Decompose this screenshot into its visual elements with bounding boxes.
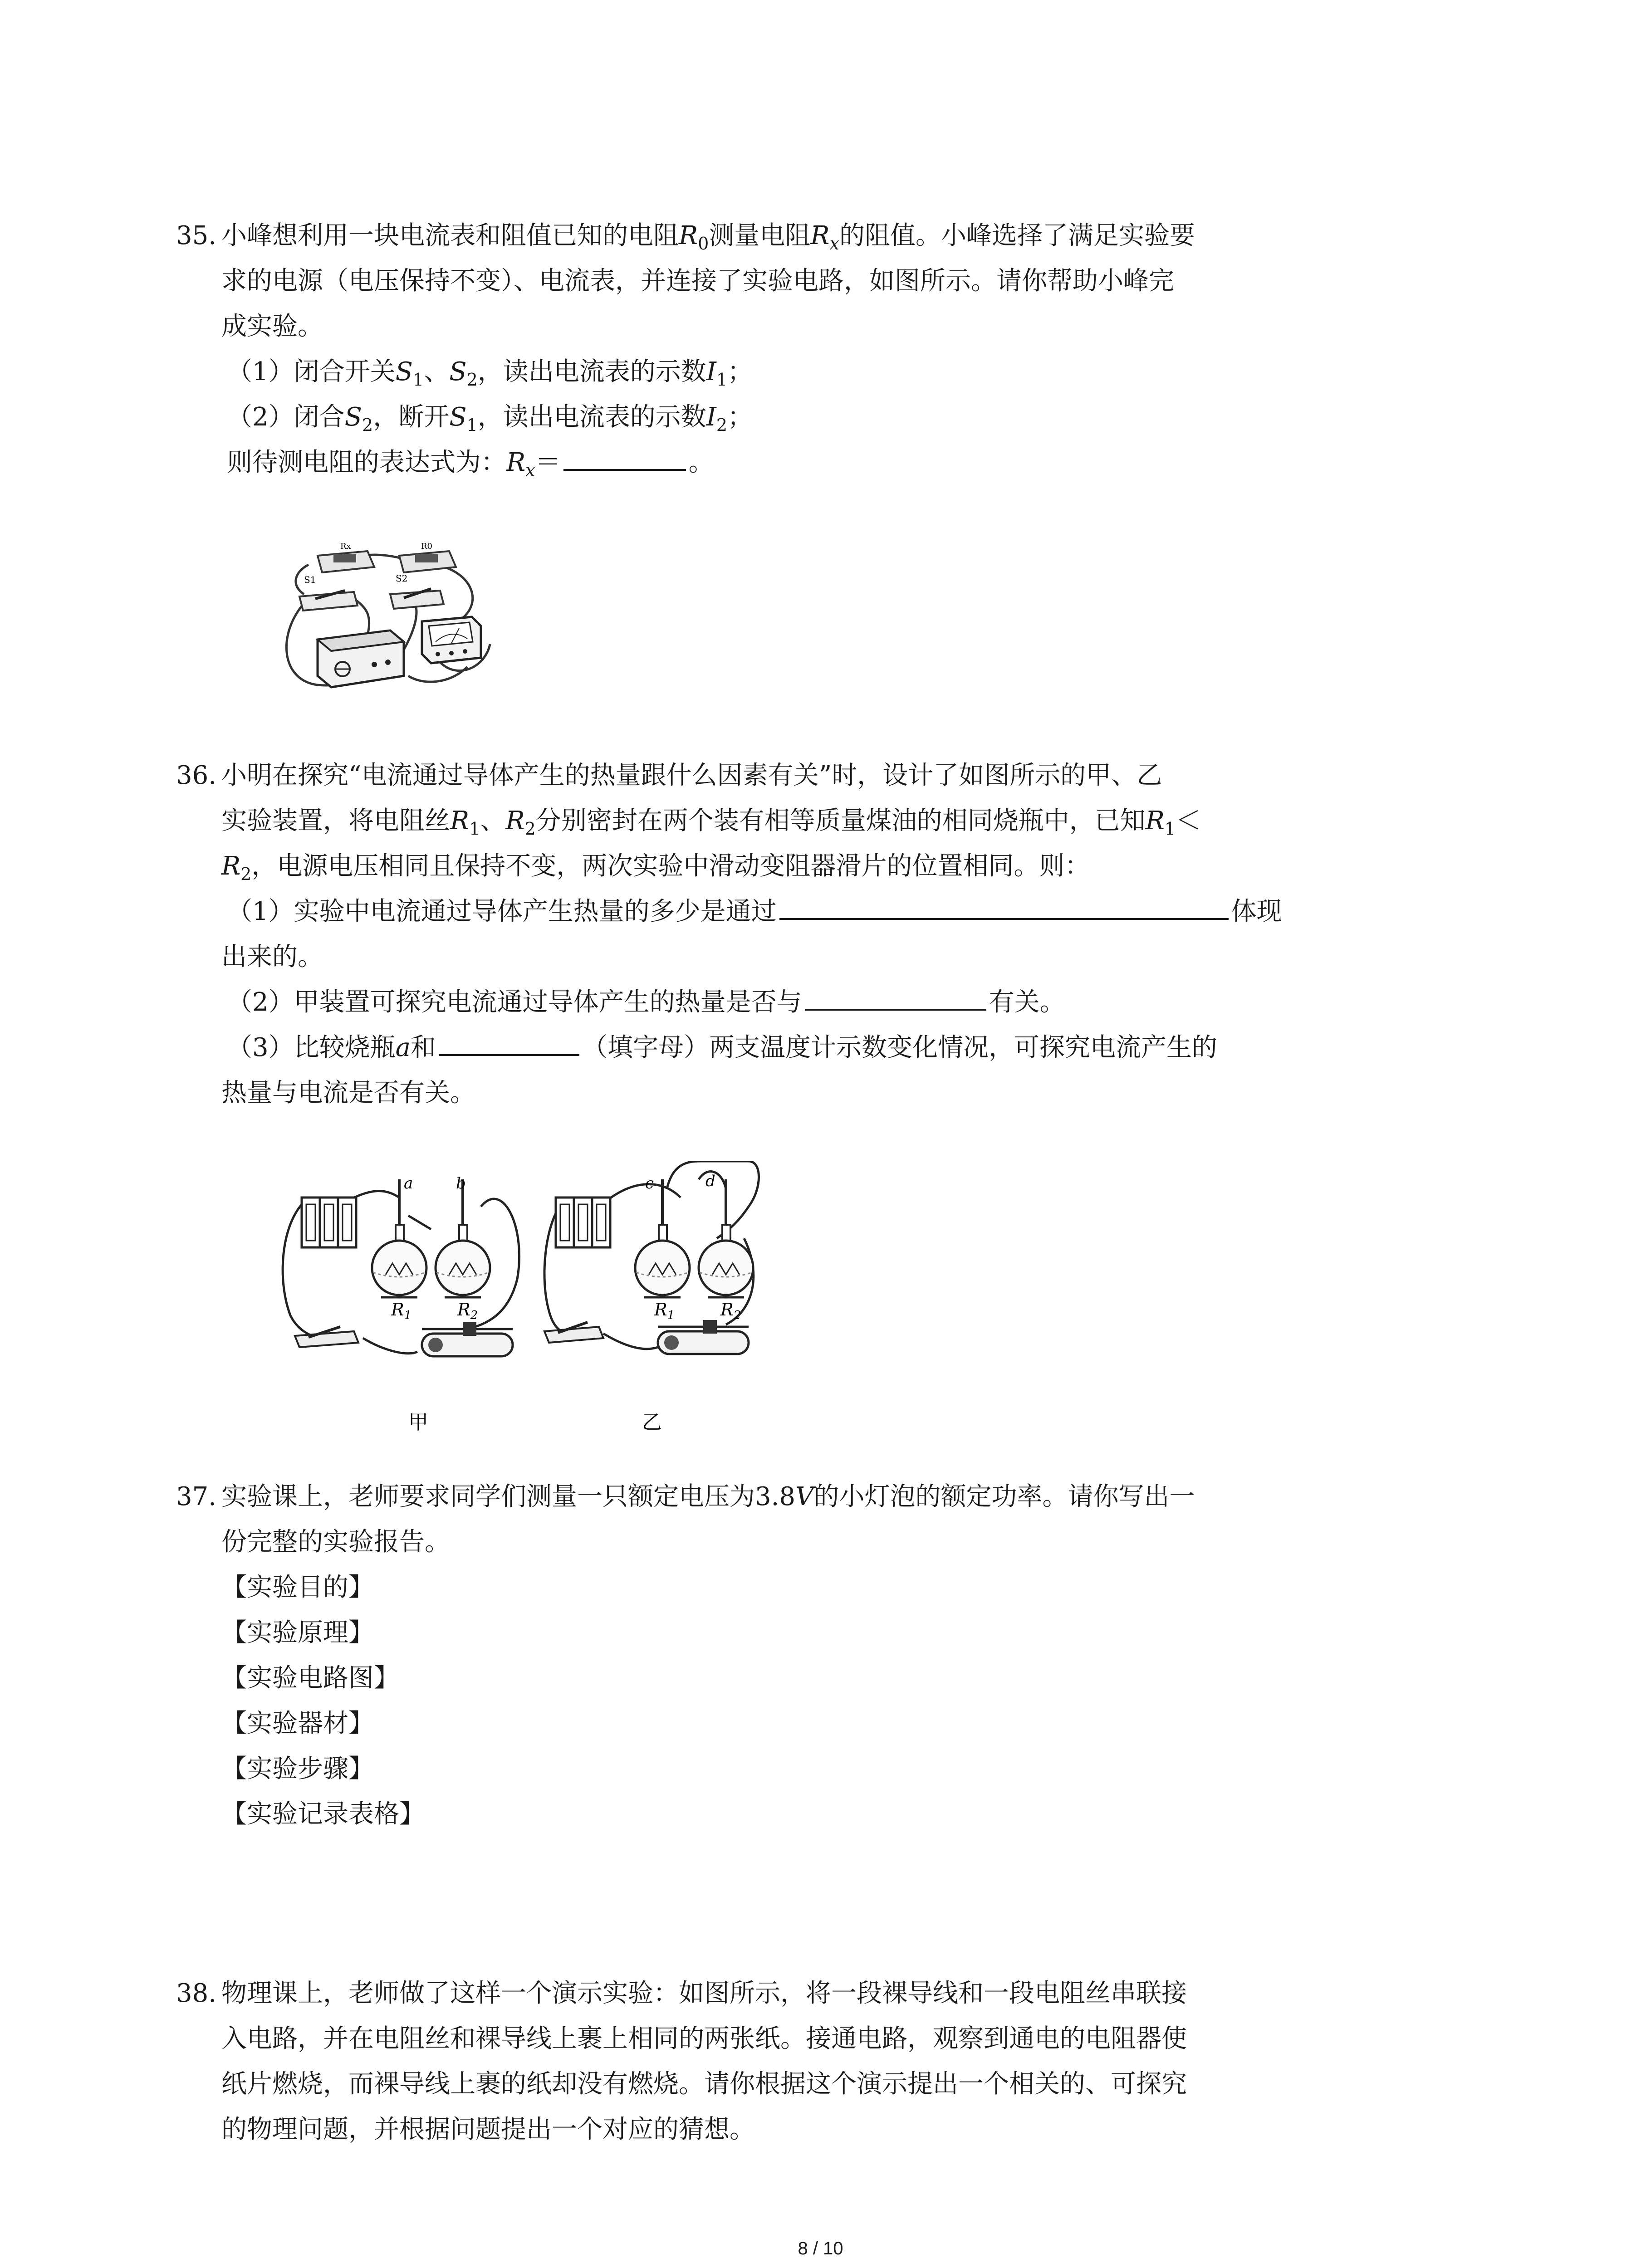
svg-text:d: d — [705, 1172, 715, 1190]
heating-experiment-figure — [272, 1161, 771, 1433]
svg-text:c: c — [645, 1174, 654, 1193]
question-text-line: $R_2$，电源电压相同且保持不变，两次实验中滑动变阻器滑片的位置相同。则： — [221, 851, 1090, 884]
battery-yi — [556, 1198, 610, 1247]
part-3: （3）比较烧瓶a和 （填字母）两支温度计示数变化情况，可探究电流产生的 — [221, 1025, 1446, 1070]
label-r2-yi: $R_2$ — [720, 1300, 741, 1322]
question-text-line: 成实验。 — [221, 312, 323, 341]
answer-blank[interactable] — [779, 890, 1229, 920]
switch-s2 — [390, 573, 444, 609]
step-1: （1）闭合开关$S_1$、$S_2$，读出电流表的示数$I_1$； — [227, 357, 753, 390]
battery-jia — [302, 1198, 356, 1247]
switch-yi — [544, 1322, 603, 1343]
switch-jia — [295, 1327, 358, 1347]
caption-jia: 甲 — [408, 1411, 428, 1433]
question-35 — [176, 213, 1446, 485]
question-number: 35. — [176, 221, 217, 250]
label-r2-jia: $R_2$ — [457, 1300, 478, 1322]
answer-blank[interactable] — [439, 1026, 579, 1056]
step-2: （2）闭合$S_2$，断开$S_1$，读出电流表的示数$I_2$； — [227, 402, 753, 435]
svg-text:S2: S2 — [396, 573, 408, 584]
answer-blank[interactable] — [563, 441, 686, 471]
question-text-line: 份完整的实验报告。 — [221, 1527, 450, 1557]
question-text-line: 小明在探究“电流通过导体产生的热量跟什么因素有关”时，设计了如图所示的甲、乙 — [221, 761, 1162, 790]
power-supply — [318, 631, 404, 687]
part-3-continued: 热量与电流是否有关。 — [221, 1078, 475, 1108]
flask-b — [436, 1174, 490, 1297]
resistor-r0 — [399, 542, 456, 572]
question-text-line: 求的电源（电压保持不变）、电流表，并连接了实验电路，如图所示。请你帮助小峰完 — [221, 266, 1174, 296]
svg-text:Rx: Rx — [340, 542, 351, 551]
page-number: 8 / 10 — [798, 2239, 843, 2258]
report-item: 【实验目的】 — [221, 1573, 374, 1602]
question-number: 36. — [176, 761, 217, 790]
svg-text:b: b — [456, 1174, 466, 1193]
question-text-line: 物理课上，老师做了这样一个演示实验：如图所示，将一段裸导线和一段电阻丝串联接 — [221, 1979, 1187, 2008]
flask-d — [699, 1172, 753, 1297]
rheostat-jia — [422, 1322, 513, 1356]
switch-s1 — [299, 574, 358, 611]
question-text-line: 入电路，并在电阻丝和裸导线上裹上相同的两张纸。接通电路，观察到通电的电阻器使 — [221, 2024, 1187, 2053]
report-item: 【实验器材】 — [221, 1709, 374, 1738]
resistor-rx — [318, 542, 374, 572]
circuit-figure-35 — [277, 531, 504, 712]
flask-a — [372, 1174, 426, 1297]
question-number: 37. — [176, 1482, 217, 1511]
report-item: 【实验原理】 — [221, 1618, 374, 1647]
rheostat-yi — [658, 1320, 749, 1354]
question-37 — [176, 1474, 1446, 1837]
question-text-line: 实验装置，将电阻丝$R_1$、$R_2$分别密封在两个装有相等质量煤油的相同烧瓶中，已知$R_1<$ — [221, 806, 1201, 839]
svg-text:a: a — [404, 1174, 413, 1193]
report-item: 【实验步骤】 — [221, 1754, 374, 1784]
question-text-line: 小峰想利用一块电流表和阻值已知的电阻$R_0$测量电阻$R_x$的阻值。小峰选择了满足实验要 — [221, 221, 1195, 254]
question-38 — [176, 1971, 1446, 2152]
svg-text:S1: S1 — [304, 574, 316, 585]
report-item: 【实验电路图】 — [221, 1663, 399, 1693]
answer-blank[interactable] — [805, 981, 986, 1011]
part-2: （2）甲装置可探究电流通过导体产生的热量是否与 有关。 — [221, 980, 1446, 1025]
question-text-line: 纸片燃烧，而裸导线上裹的纸却没有燃烧。请你根据这个演示提出一个相关的、可探究 — [221, 2069, 1187, 2099]
report-item: 【实验记录表格】 — [221, 1799, 425, 1829]
flask-c — [635, 1174, 690, 1297]
part-1-continued: 出来的。 — [221, 942, 323, 972]
expression-line: 则待测电阻的表达式为：$R_x=$ 。 — [221, 440, 1446, 485]
part-1: （1）实验中电流通过导体产生热量的多少是通过 体现 — [221, 889, 1446, 934]
question-number: 38. — [176, 1979, 217, 2008]
ammeter — [422, 617, 481, 663]
svg-text:R0: R0 — [421, 542, 433, 551]
label-r1-yi: $R_1$ — [654, 1300, 675, 1322]
question-36 — [176, 753, 1446, 1116]
caption-yi: 乙 — [642, 1411, 662, 1433]
question-text-line: 实验课上，老师要求同学们测量一只额定电压为3.8V的小灯泡的额定功率。请你写出一 — [221, 1482, 1195, 1511]
question-text-line: 的物理问题，并根据问题提出一个对应的猜想。 — [221, 2115, 755, 2144]
label-r1-jia: $R_1$ — [391, 1300, 412, 1322]
